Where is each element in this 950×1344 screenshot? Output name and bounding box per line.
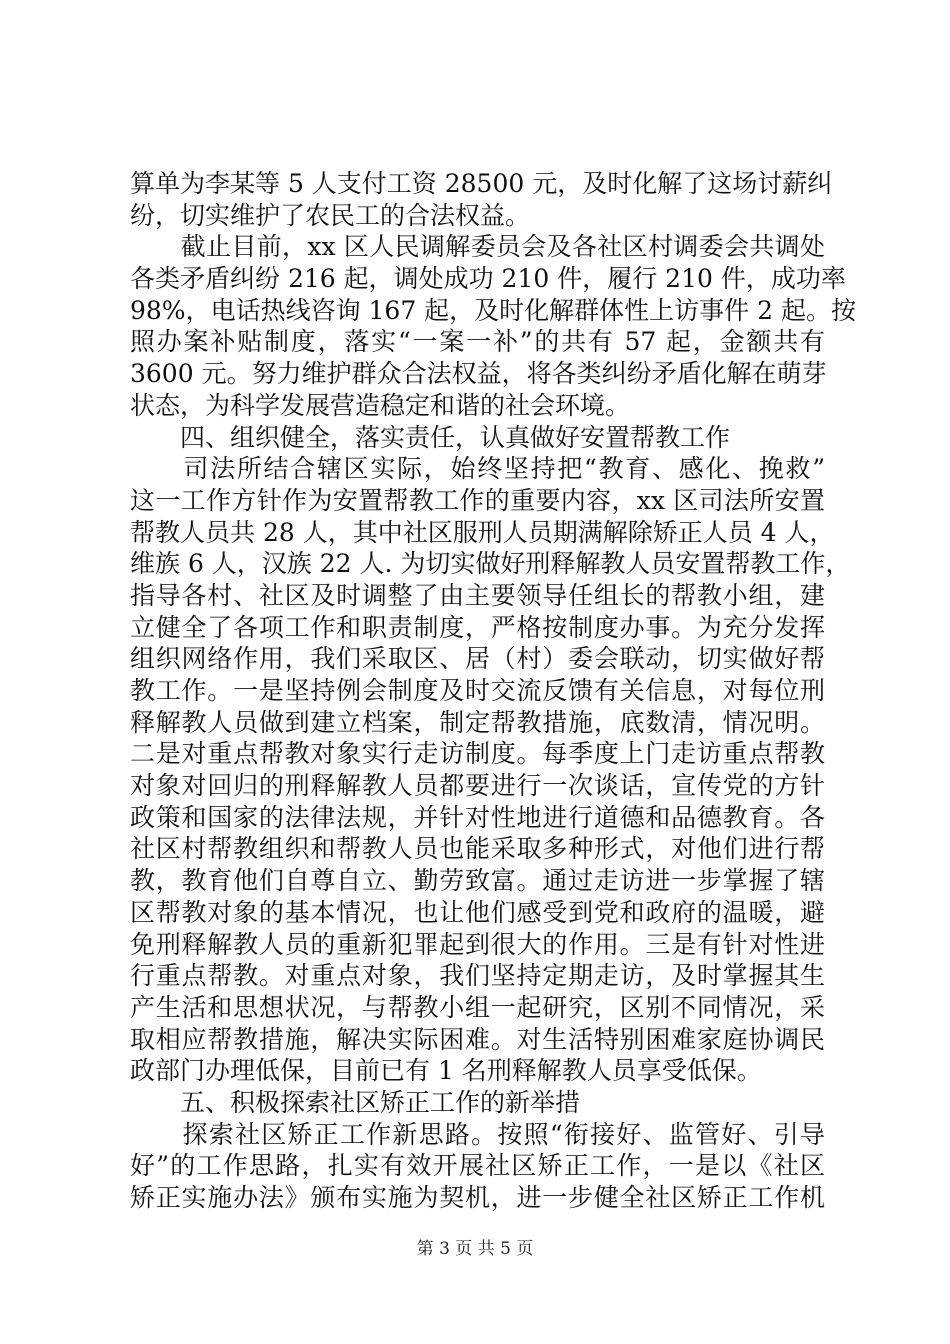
text-line: 司法所结合辖区实际，始终坚持把“教育、感化、挽救”: [130, 454, 825, 484]
text-line: 教工作。一是坚持例会制度及时交流反馈有关信息，对每位刑: [130, 676, 825, 705]
text-line: 取相应帮教措施，解决实际困难。对生活特别困难家庭协调民: [130, 1024, 825, 1054]
text-line: 探索社区矫正工作新思路。按照“衔接好、监管好、引导: [130, 1119, 825, 1149]
text-line: 截止目前，xx 区人民调解委员会及各社区村调委会共调处: [130, 232, 825, 262]
text-line: 组织网络作用，我们采取区、居（村）委会联动，切实做好帮: [130, 644, 825, 674]
document-body: [130, 168, 856, 1214]
text-line: 二是对重点帮教对象实行走访制度。每季度上门走访重点帮教: [130, 739, 825, 769]
text-line: 产生活和思想状况，与帮教小组一起研究，区别不同情况，采: [130, 992, 825, 1022]
text-line: 维族 6 人，汉族 22 人. 为切实做好刑释解教人员安置帮教工作，: [130, 549, 851, 579]
text-line: 矫正实施办法》颁布实施为契机，进一步健全社区矫正工作机: [130, 1183, 825, 1212]
text-line: 立健全了各项工作和职责制度，严格按制度办事。为充分发挥: [130, 612, 825, 642]
text-line: 指导各村、社区及时调整了由主要领导任组长的帮教小组，建: [130, 580, 825, 610]
text-line: 政部门办理低保，目前已有 1 名刑释解教人员享受低保。: [130, 1056, 762, 1086]
text-line: 3600 元。努力维护群众合法权益，将各类纠纷矛盾化解在萌芽: [130, 359, 827, 389]
text-line: 政策和国家的法律法规，并针对性地进行道德和品德教育。各: [130, 802, 825, 832]
text-line: 各类矛盾纠纷 216 起，调处成功 210 件，履行 210 件，成功率: [130, 264, 846, 294]
text-line: 社区村帮教组织和帮教人员也能采取多种形式，对他们进行帮: [130, 834, 825, 864]
text-line: 纷，切实维护了农民工的合法权益。: [130, 200, 531, 230]
text-line: 算单为李某等 5 人支付工资 28500 元，及时化解了这场讨薪纠: [130, 169, 833, 198]
text-line: 帮教人员共 28 人，其中社区服刑人员期满解除矫正人员 4 人，: [130, 517, 835, 547]
text-line: 状态，为科学发展营造稳定和谐的社会环境。: [130, 390, 631, 420]
text-line: 释解教人员做到建立档案，制定帮教措施，底数清，情况明。: [130, 707, 825, 737]
section-heading: 四、组织健全，落实责任，认真做好安置帮教工作: [130, 422, 731, 452]
section-heading: 五、积极探索社区矫正工作的新举措: [130, 1087, 581, 1117]
text-line: 98%，电话热线咨询 167 起，及时化解群体性上访事件 2 起。按: [130, 295, 856, 325]
page-footer: 第 3 页 共 5 页: [416, 1239, 534, 1259]
text-line: 行重点帮教。对重点对象，我们坚持定期走访，及时掌握其生: [130, 961, 825, 991]
text-line: 这一工作方针作为安置帮教工作的重要内容，xx 区司法所安置: [130, 485, 825, 515]
text-line: 照办案补贴制度，落实“一案一补”的共有 57 起，金额共有: [130, 327, 825, 357]
text-line: 好”的工作思路，扎实有效开展社区矫正工作，一是以《社区: [130, 1151, 825, 1181]
text-line: 区帮教对象的基本情况，也让他们感受到党和政府的温暖，避: [130, 897, 825, 927]
text-line: 对象对回归的刑释解教人员都要进行一次谈话，宣传党的方针: [130, 771, 825, 801]
text-line: 教，教育他们自尊自立、勤劳致富。通过走访进一步掌握了辖: [130, 866, 825, 896]
text-line: 免刑释解教人员的重新犯罪起到很大的作用。三是有针对性进: [130, 929, 825, 959]
